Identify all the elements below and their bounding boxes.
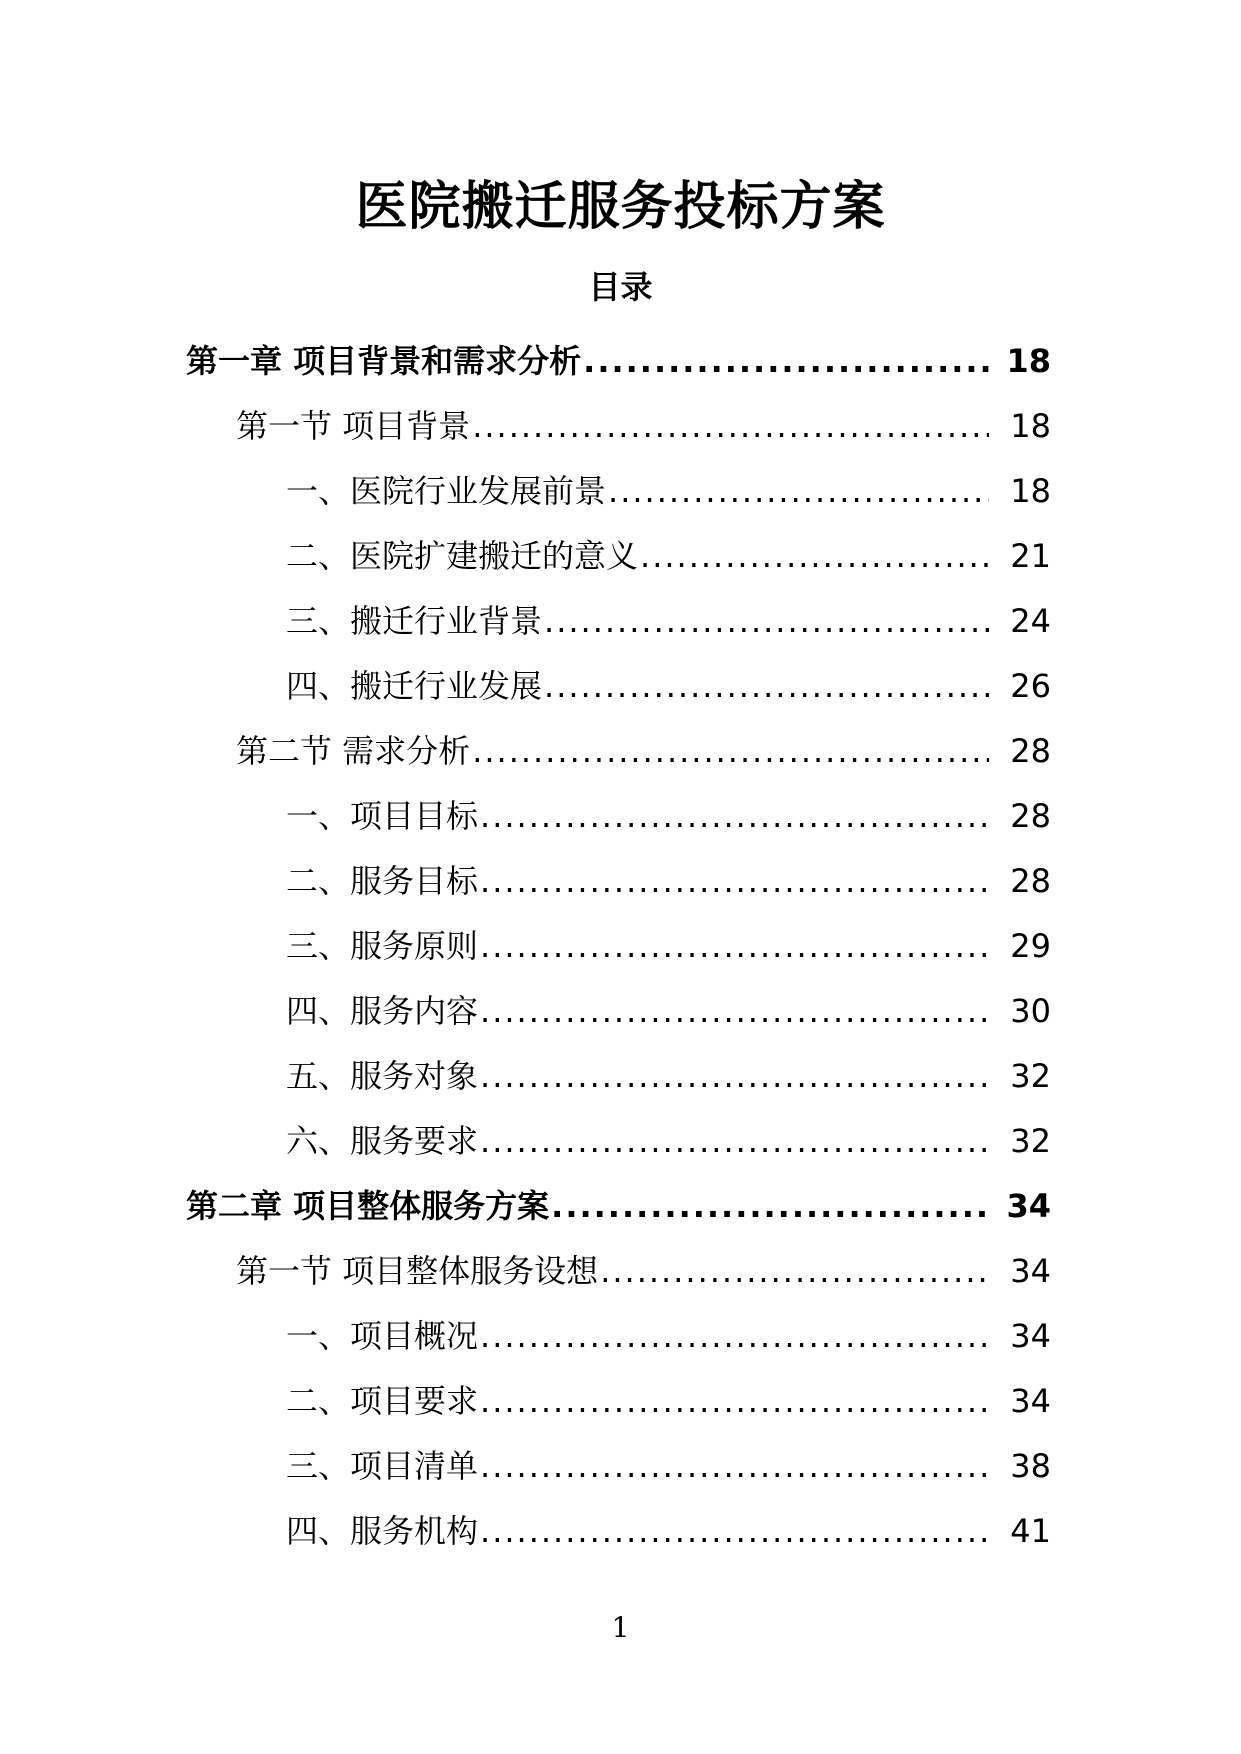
toc-entry[interactable] <box>0 718 1241 783</box>
dot-leader <box>480 1054 989 1098</box>
toc-entry-page: 38 <box>1010 1446 1051 1485</box>
toc-entry[interactable] <box>0 328 1241 393</box>
dot-leader <box>480 924 989 968</box>
dot-leader <box>472 729 989 773</box>
toc-entry-label: 第二节 需求分析 <box>236 731 471 770</box>
dot-leader <box>480 1119 989 1163</box>
dot-leader <box>480 1444 989 1488</box>
toc-entry-page: 34 <box>1010 1381 1051 1420</box>
toc-entry-page: 21 <box>1010 536 1051 575</box>
toc-entry[interactable] <box>0 393 1241 458</box>
toc-entry-page: 32 <box>1010 1121 1051 1160</box>
toc-entry-page: 30 <box>1010 991 1051 1030</box>
dot-leader <box>544 599 989 643</box>
toc-entry-page: 18 <box>1006 341 1051 380</box>
dot-leader <box>472 404 989 448</box>
toc-entry-label: 三、项目清单 <box>286 1446 479 1485</box>
toc-entry-page: 28 <box>1010 731 1051 770</box>
toc-entry[interactable] <box>0 523 1241 588</box>
toc-entry[interactable] <box>0 1238 1241 1303</box>
toc-entry-label: 五、服务对象 <box>286 1056 479 1095</box>
toc-entry-label: 一、医院行业发展前景 <box>286 471 607 510</box>
toc-entry-page: 18 <box>1010 406 1051 445</box>
toc-entry[interactable] <box>0 588 1241 653</box>
toc-entry-label: 四、服务内容 <box>286 991 479 1030</box>
dot-leader <box>480 859 989 903</box>
toc-entry-page: 32 <box>1010 1056 1051 1095</box>
toc-entry-page: 29 <box>1010 926 1051 965</box>
toc-entry[interactable] <box>0 978 1241 1043</box>
toc-entry[interactable] <box>0 1108 1241 1173</box>
toc-entry-label: 第一章 项目背景和需求分析 <box>186 341 582 380</box>
toc-entry-label: 三、搬迁行业背景 <box>286 601 543 640</box>
dot-leader <box>583 339 989 383</box>
toc-entry-page: 34 <box>1010 1251 1051 1290</box>
dot-leader <box>600 1249 989 1293</box>
toc-entry[interactable] <box>0 1368 1241 1433</box>
toc-entry-label: 第一节 项目背景 <box>236 406 471 445</box>
toc-entry-label: 六、服务要求 <box>286 1121 479 1160</box>
dot-leader <box>480 1379 989 1423</box>
toc-entry-label: 四、搬迁行业发展 <box>286 666 543 705</box>
toc-entry-label: 第一节 项目整体服务设想 <box>236 1251 599 1290</box>
toc-entry[interactable] <box>0 458 1241 523</box>
toc-entry-label: 二、服务目标 <box>286 861 479 900</box>
toc-entry-page: 28 <box>1010 796 1051 835</box>
toc-entry-label: 第二章 项目整体服务方案 <box>186 1186 550 1225</box>
toc-entry[interactable] <box>0 1433 1241 1498</box>
dot-leader <box>480 989 989 1033</box>
toc-entry-label: 四、服务机构 <box>286 1511 479 1550</box>
toc-entry-page: 28 <box>1010 861 1051 900</box>
dot-leader <box>608 469 989 513</box>
toc-entry-page: 34 <box>1006 1186 1051 1225</box>
toc-entry-page: 34 <box>1010 1316 1051 1355</box>
toc-entry[interactable] <box>0 1303 1241 1368</box>
document-title: 医院搬迁服务投标方案 <box>355 177 886 237</box>
dot-leader <box>480 1314 989 1358</box>
toc-entry-label: 二、医院扩建搬迁的意义 <box>286 536 639 575</box>
toc-entry[interactable] <box>0 848 1241 913</box>
dot-leader <box>544 664 989 708</box>
toc-entry-label: 一、项目概况 <box>286 1316 479 1355</box>
toc-entry[interactable] <box>0 783 1241 848</box>
toc-entry-label: 一、项目目标 <box>286 796 479 835</box>
dot-leader <box>551 1184 989 1228</box>
dot-leader <box>480 794 989 838</box>
toc-entry[interactable] <box>0 1043 1241 1108</box>
toc-heading: 目录 <box>588 268 653 306</box>
toc-entry-page: 26 <box>1010 666 1051 705</box>
toc-entry-label: 三、服务原则 <box>286 926 479 965</box>
toc-entry-page: 41 <box>1010 1511 1051 1550</box>
toc-entry-page: 18 <box>1010 471 1051 510</box>
toc-entry-label: 二、项目要求 <box>286 1381 479 1420</box>
page-number: 1 <box>611 1611 630 1644</box>
toc-entry[interactable] <box>0 1498 1241 1563</box>
dot-leader <box>480 1509 989 1553</box>
toc-entry[interactable] <box>0 1173 1241 1238</box>
toc-entry[interactable] <box>0 653 1241 718</box>
toc-entry-page: 24 <box>1010 601 1051 640</box>
table-of-contents <box>0 328 1241 1563</box>
toc-entry[interactable] <box>0 913 1241 978</box>
dot-leader <box>640 534 989 578</box>
